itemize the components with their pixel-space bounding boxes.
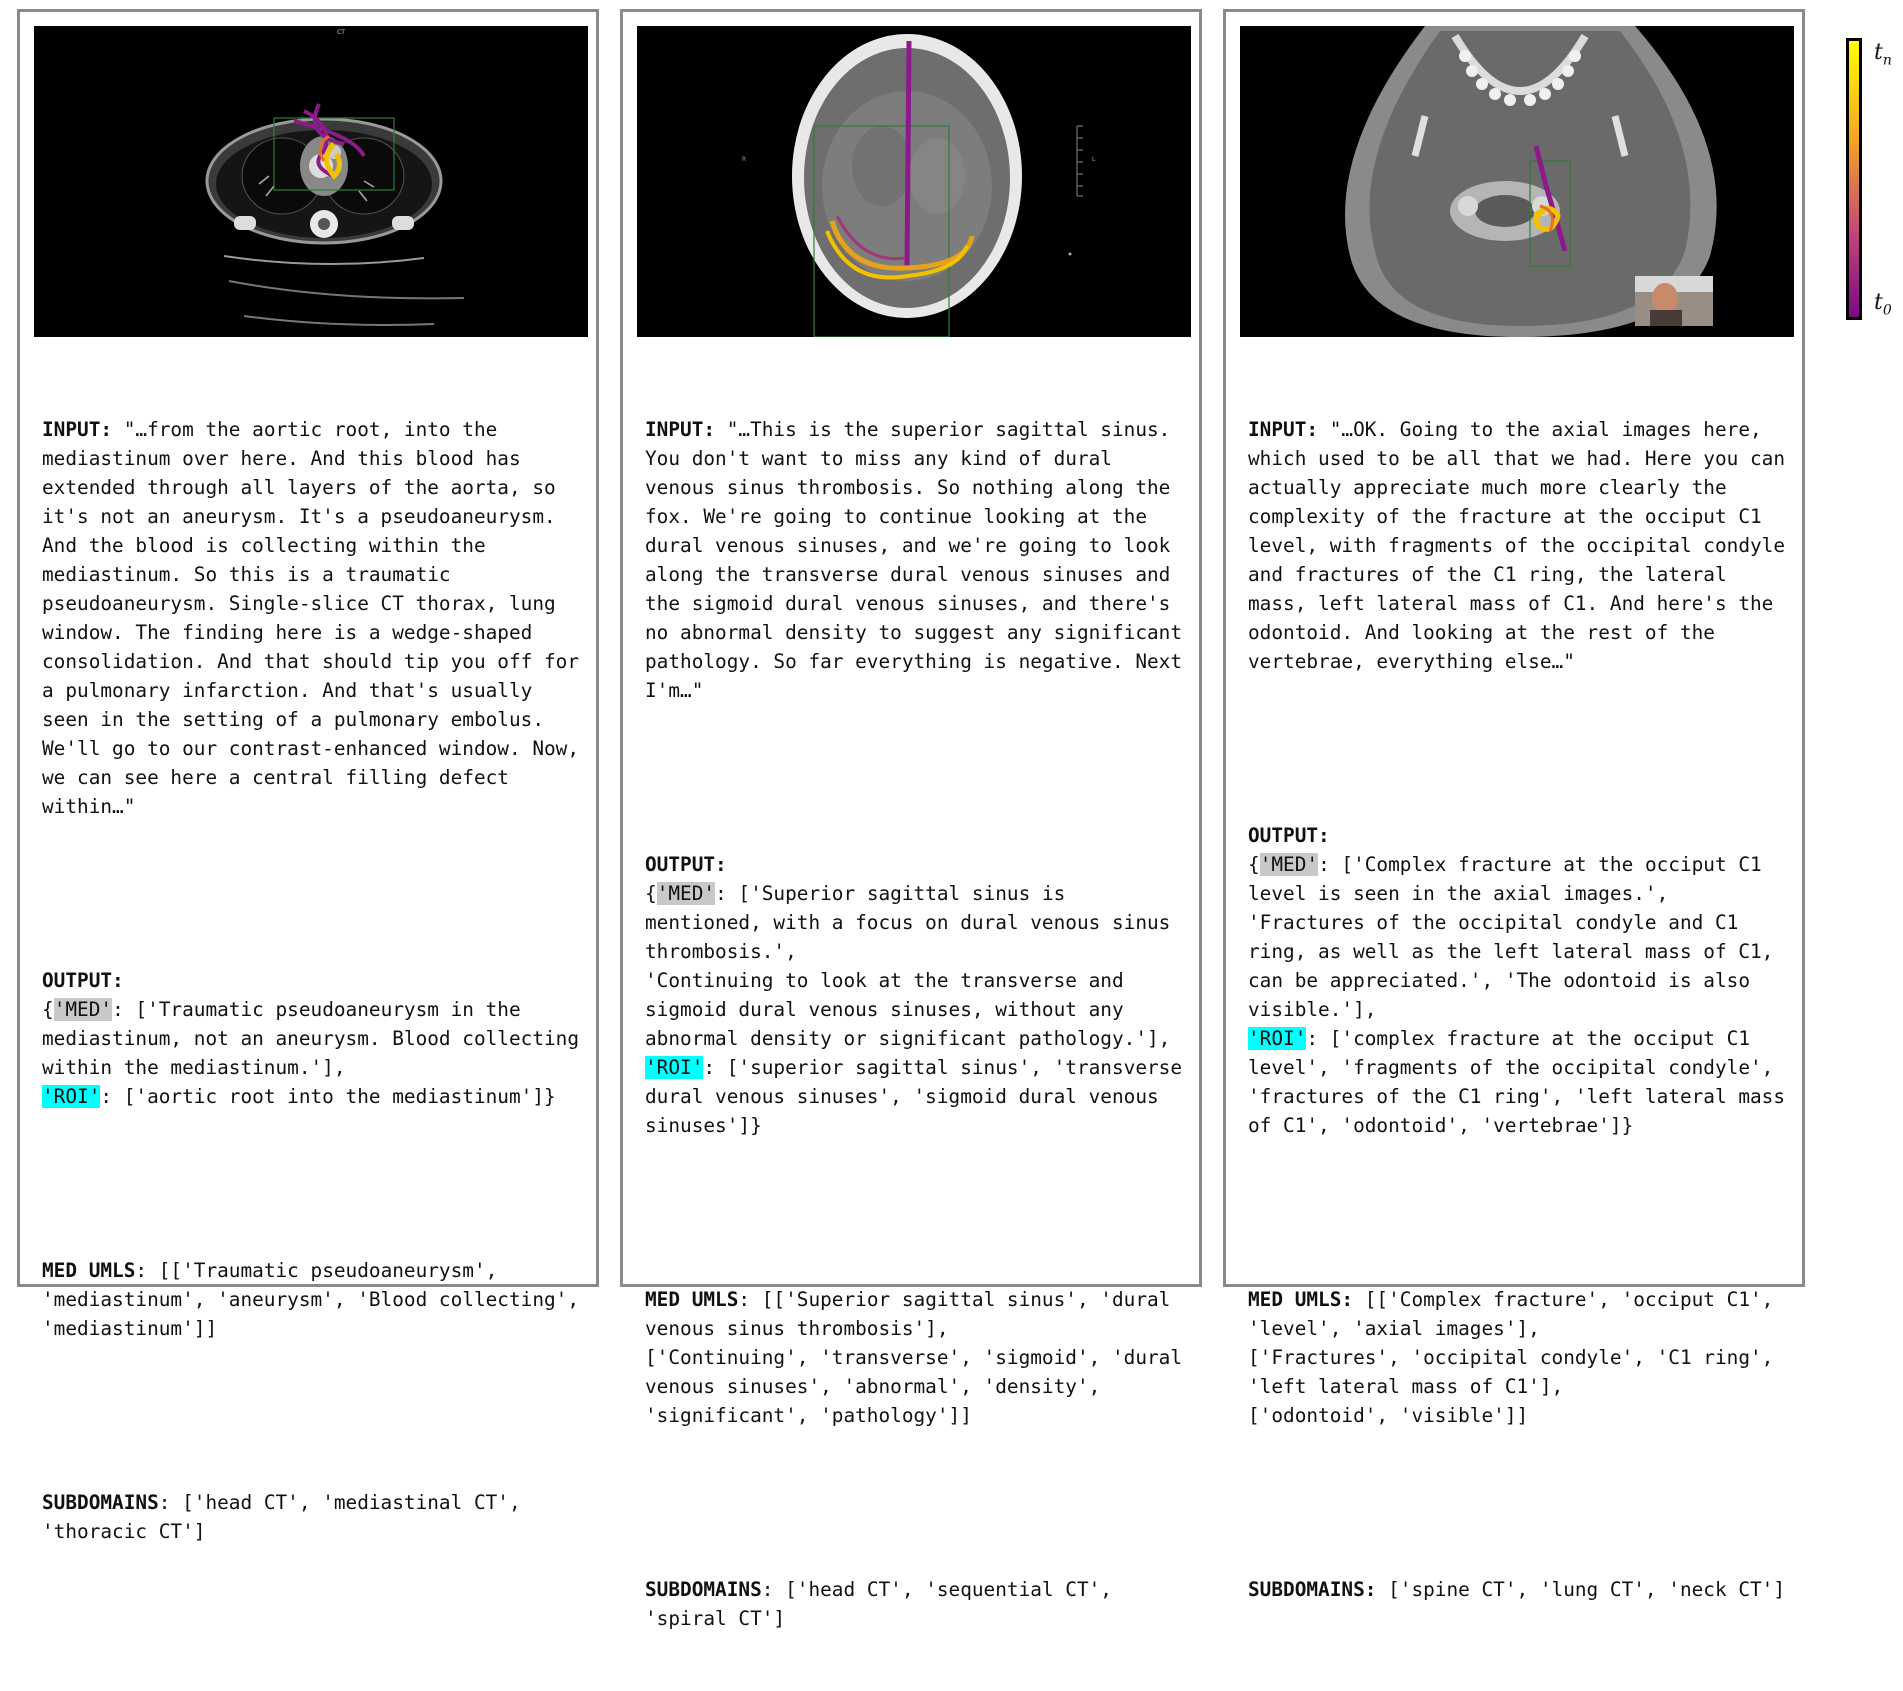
umls-section [42, 1256, 591, 1343]
umls-label: MED UMLS [42, 1259, 136, 1282]
med-key-badge: 'MED' [1259, 853, 1319, 876]
umls-values: : [['Superior sagittal sinus', 'dural venous sinus thrombosis'], ['Continuing', 'transverse', 'sigmoid', 'dural venous sinuses', 'abnormal', 'density', 'significant', 'pathology']] [645, 1288, 1183, 1427]
ct-neck-illustration [1240, 26, 1794, 337]
med-values: : ['Traumatic pseudoaneurysm in the mediastinum, not an aneurysm. Blood collecting within the mediastinum.'], [42, 998, 591, 1079]
example-panel-2 [620, 9, 1202, 1630]
roi-values: : ['complex fracture at the occiput C1 level', 'fragments of the occipital condyle', 'fractures of the C1 ring', 'left lateral mass of C1', 'odontoid', 'vertebrae']} [1248, 1027, 1797, 1137]
umls-section [645, 1285, 1185, 1430]
output-section [42, 966, 591, 1111]
input-transcript: "…OK. Going to the axial images here, which used to be all that we had. Here you can actually appreciate much more clearly the complexity of the fracture at the occiput C1 level, with fragments of the occipital condyle and fractures of the C1 ring, the lateral mass, left lateral mass of C1. And here's the odontoid. And looking at the rest of the vertebrae, everything else…" [1248, 418, 1797, 673]
med-key-badge: 'MED' [656, 882, 716, 905]
roi-key-badge: 'ROI' [1248, 1027, 1307, 1050]
subdomains-values: : ['head CT', 'sequential CT', 'spiral CT'] [645, 1578, 1124, 1630]
umls-label: MED UMLS: [1248, 1288, 1354, 1311]
roi-values: : ['aortic root into the mediastinum']} [100, 1085, 556, 1108]
subdomains-label: SUBDOMAINS [645, 1578, 762, 1601]
output-label: OUTPUT: [42, 969, 124, 992]
brace-open: { [1248, 853, 1260, 876]
ct-head-scan-image [637, 26, 1191, 337]
subdomains-label: SUBDOMAINS [42, 1491, 159, 1514]
svg-text:L: L [1092, 156, 1096, 163]
svg-text:R: R [742, 156, 747, 163]
roi-key-badge: 'ROI' [42, 1085, 101, 1108]
example-panel-3 [1223, 9, 1805, 1601]
subdomains-section [645, 1575, 1185, 1633]
roi-values: : ['superior sagittal sinus', 'transverse dural venous sinuses', 'sigmoid dural venous sinuses']} [645, 1056, 1194, 1137]
input-transcript: "…This is the superior sagittal sinus. You don't want to miss any kind of dural venous sinus thrombosis. So nothing along the fox. We're going to continue looking at the dural venous sinuses, and we're going to look along the transverse dural venous sinuses and the sigmoid dural venous sinuses, and there's no abnormal density to suggest any significant pathology. So far everything is negative. Next I'm…" [645, 418, 1194, 702]
output-label: OUTPUT: [645, 853, 727, 876]
panel-2-text [645, 357, 1194, 1691]
umls-values: : [['Traumatic pseudoaneurysm', 'mediastinum', 'aneurysm', 'Blood collecting', 'mediastinum']] [42, 1259, 591, 1340]
ct-neck-scan-image [1240, 26, 1794, 337]
subdomains-values: ['spine CT', 'lung CT', 'neck CT'] [1376, 1578, 1786, 1601]
input-label: INPUT: [42, 418, 113, 441]
panel-1-text [42, 357, 591, 1604]
input-section [645, 415, 1194, 705]
brace-open: { [42, 998, 54, 1021]
colorbar-top-label: $t_n$ [1874, 40, 1892, 69]
output-label: OUTPUT: [1248, 824, 1330, 847]
med-values: : ['Complex fracture at the occiput C1 level is seen in the axial images.', 'Fractures of the occipital condyle and C1 ring, as well as the left lateral mass of C1, can be appreciated.', 'The odontoid is also visible.'], [1248, 853, 1786, 1021]
input-transcript: "…from the aortic root, into the mediastinum over here. And this blood has extended through all layers of the aorta, so it's not an aneurysm. It's a pseudoaneurysm. And the blood is collecting within the mediastinum. So this is a traumatic pseudoaneurysm. Single-slice CT thorax, lung window. The finding here is a wedge-shaped consolidation. And that should tip you off for a pulmonary infarction. And that's usually seen in the setting of a pulmonary embolus. We'll go to our contrast-enhanced window. Now, we can see here a central filling defect within…" [42, 418, 591, 818]
med-key-badge: 'MED' [53, 998, 113, 1021]
subdomains-label: SUBDOMAINS: [1248, 1578, 1377, 1601]
roi-key-badge: 'ROI' [645, 1056, 704, 1079]
brace-open: { [645, 882, 657, 905]
subdomains-values: : ['head CT', 'mediastinal CT', 'thoracic CT'] [42, 1491, 533, 1543]
umls-label: MED UMLS [645, 1288, 739, 1311]
input-label: INPUT: [1248, 418, 1319, 441]
panel-3-text [1248, 357, 1797, 1662]
subdomains-section [42, 1488, 582, 1546]
input-label: INPUT: [645, 418, 716, 441]
time-colorbar [1846, 38, 1862, 320]
ct-thorax-scan-image [34, 26, 588, 337]
umls-values: [['Complex fracture', 'occiput C1', 'level', 'axial images'], ['Fractures', 'occipital condyle', 'C1 ring', 'left lateral mass of C1'], ['odontoid', 'visible']] [1248, 1288, 1774, 1427]
ct-head-illustration [637, 26, 1191, 337]
umls-section [1248, 1285, 1788, 1430]
subdomains-section [1248, 1575, 1788, 1604]
ct-thorax-illustration [34, 26, 588, 337]
output-section [645, 850, 1194, 1140]
input-section [42, 415, 591, 821]
med-values: : ['Superior sagittal sinus is mentioned, with a focus on dural venous sinus thrombosis.', 'Continuing to look at the transverse and sigmoid dural venous sinuses, without any abnormal density or significant pathology.'], [645, 882, 1171, 1050]
output-section [1248, 821, 1797, 1140]
example-panel-1 [17, 9, 599, 1543]
colorbar-bottom-label: $t_0$ [1874, 290, 1892, 319]
input-section [1248, 415, 1797, 676]
scan-label: CT [337, 29, 345, 36]
